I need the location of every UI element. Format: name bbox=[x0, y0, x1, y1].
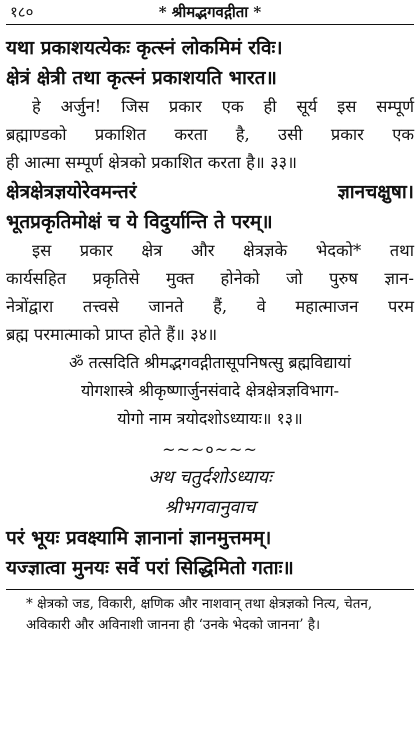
translation-34-line: कार्यसहित प्रकृतिसे मुक्त होनेको जो पुरुष ज्ञान- bbox=[6, 269, 414, 288]
translation-34-line: इस प्रकार क्षेत्र और क्षेत्रज्ञके भेदको* तथा bbox=[32, 241, 414, 260]
translation-33-line: हे अर्जुन! जिस प्रकार एक ही सूर्य इस सम्पूर्ण bbox=[32, 97, 414, 116]
section-divider: ~~~०~~~ bbox=[162, 440, 258, 459]
translation-33-line: ही आत्मा सम्पूर्ण क्षेत्रको प्रकाशित करता है॥ ३३॥ bbox=[6, 153, 298, 172]
verse-34-line-1 bbox=[6, 177, 414, 207]
verse-34-line-1b: ज्ञानचक्षुषा। bbox=[337, 181, 414, 203]
verse-34-line-2: भूतप्रकृतिमोक्षं च ये विदुर्यान्ति ते परम्॥ bbox=[6, 211, 273, 233]
translation-34 bbox=[6, 237, 414, 349]
speaker-heading: श्रीभगवानुवाच bbox=[164, 497, 256, 518]
verse-14-1-line-1: परं भूयः प्रवक्ष्यामि ज्ञानानां ज्ञानमुत्तमम्। bbox=[6, 527, 272, 549]
page-header bbox=[6, 0, 414, 25]
translation-34-line: नेत्रोंद्वारा तत्त्वसे जानते हैं, वे महात्माजन परम bbox=[6, 297, 414, 316]
verse-33-line-2: क्षेत्रं क्षेत्री तथा कृत्स्नं प्रकाशयति भारत॥ bbox=[6, 67, 277, 89]
colophon-line: योगो नाम त्रयोदशोऽध्यायः॥ १३॥ bbox=[117, 409, 303, 428]
verse-34-line-1a: क्षेत्रक्षेत्रज्ञयोरेवमन्तरं bbox=[6, 181, 137, 203]
colophon-line: ॐ तत्सदिति श्रीमद्भगवद्गीतासूपनिषत्सु ब्रह्मविद्यायां bbox=[69, 353, 351, 372]
verse-14-1-line-2: यज्ज्ञात्वा मुनयः सर्वे परां सिद्धिमितो गताः॥ bbox=[6, 557, 294, 579]
chapter-title: अथ चतुर्दशोऽध्यायः bbox=[148, 467, 272, 488]
footnote: * क्षेत्रको जड, विकारी, क्षणिक और नाशवान् तथा क्षेत्रज्ञको नित्य, चेतन, अविकारी और अविनाशी जानना ही ‘उनके भेदको जानना’ है। bbox=[26, 596, 373, 633]
footnote-rule bbox=[6, 589, 414, 590]
translation-33 bbox=[6, 93, 414, 177]
page-number: १८० bbox=[10, 3, 34, 21]
colophon-line: योगशास्त्रे श्रीकृष्णार्जुनसंवादे क्षेत्रक्षेत्रज्ञविभाग- bbox=[80, 381, 340, 400]
chapter-colophon bbox=[6, 349, 414, 433]
translation-33-line: ब्रह्माण्डको प्रकाशित करता है, उसी प्रकार एक bbox=[6, 125, 414, 144]
running-title: * श्रीमद्भगवद्गीता * bbox=[158, 3, 262, 21]
verse-33-line-1: यथा प्रकाशयत्येकः कृत्स्नं लोकमिमं रविः। bbox=[6, 37, 283, 59]
translation-34-line: ब्रह्म परमात्माको प्राप्त होते हैं॥ ३४॥ bbox=[6, 325, 218, 344]
